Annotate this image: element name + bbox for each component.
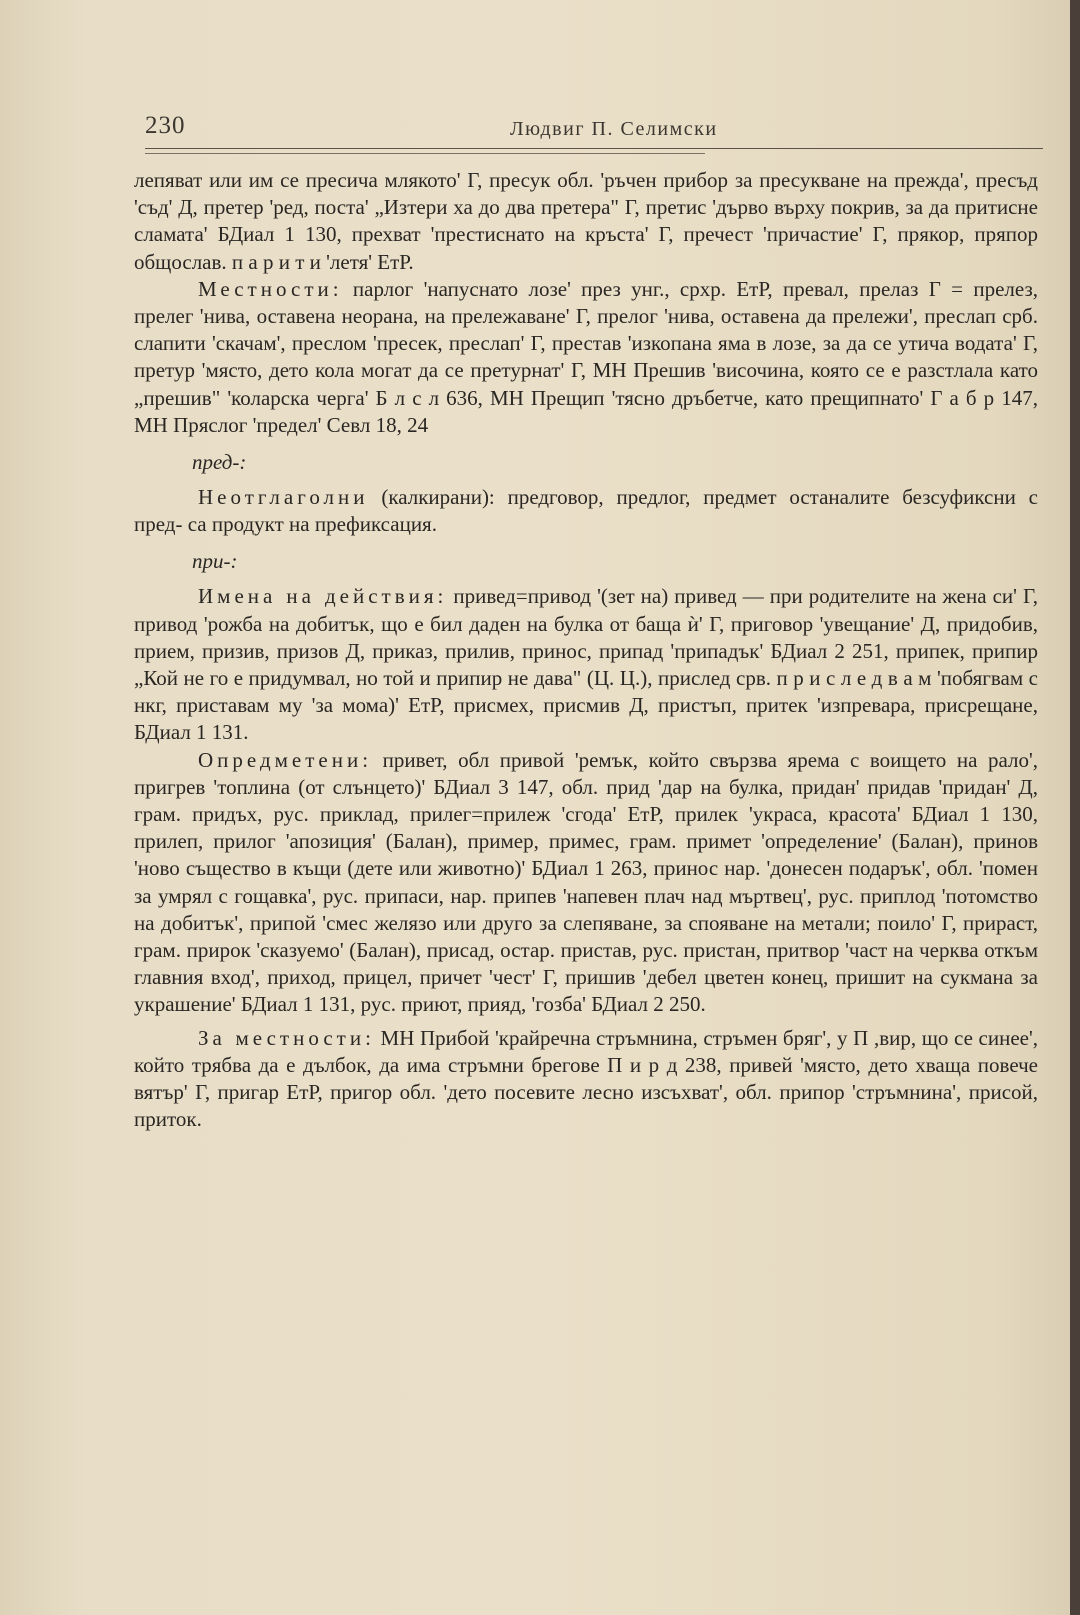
paragraph-objectified (134, 747, 1038, 1019)
prefix-heading-pri: при-: (192, 549, 238, 574)
page-number: 230 (145, 112, 186, 139)
section-lead: Местности: (198, 276, 343, 301)
running-head: Людвиг П. Селимски (510, 118, 718, 140)
paragraph-text: привед=привод '(зет на) привед — при родителите на жена си' Г, привод 'рожба на добитък, що е бил даден на булка от баща ѝ' Г, приговор 'увещание' Д, придобив, прием, призив, призов Д, приказ, прилив, принос, припад 'припадък' БДиал 2 251, припек, припир „Кой не го е придумвал, но той и припир не дава" (Ц. Ц.), прислед срв. п р и с л е д в а м 'побягвам с нкг, приставам му 'за мома)' ЕтР, присмех, присмив Д, пристъп, притек 'изпреварa, присрещане, БДиал 1 131. (134, 584, 1038, 745)
paragraph-localities (134, 1025, 1038, 1134)
paragraph-locality (134, 276, 1038, 439)
paragraph-nondeverbal (134, 484, 1038, 538)
header-rule-secondary (145, 153, 705, 154)
paragraph-text: парлог 'напуснато лозе' през унг., срхр. ЕтР, превал, прелаз Г = прелез, прелег 'нива, оставена неорана, на прележаване' Г, прелог 'нива, оставена да прележи', преслап срб. слапити 'скачам', преслом 'пресек, преслап' Г, престав 'изкопана яма в лозе, за да се утича водата' Г, претур 'място, дето кола могат да се претурнат' Г, МН Прешив 'височина, която се е разстлала като „прешив" 'коларска черга' Б л с л 636, МН Прещип 'тясно дръбетче, като прещипнато' Г а б р 147, МН Пряслог 'предел' Севл 18, 24 (134, 276, 1038, 437)
section-lead: Неотглаголни (198, 485, 369, 510)
paragraph-text: (калкирани): предговор, предлог, предмет останалите безсуфиксни с пред- са продукт на префиксация. (134, 485, 1038, 537)
body-text (134, 167, 1038, 1134)
section-lead: Опредметени: (198, 747, 373, 772)
section-lead: Имена на действия: (198, 584, 448, 609)
section-lead: За местности: (198, 1025, 375, 1050)
prefix-heading-pred: пред-: (192, 450, 247, 475)
paragraph-text: МН Прибой 'крайречна стръмнина, стръмен бряг', у П ,вир, що се синее', който трябва да е дълбок, да има стръмни брегове П и р д 238, привей 'място, дето хваща повече вятър' Г, пригар ЕтР, пригор обл. 'дето посевите лесно изсъхват', обл. припор 'стръмнина', присой, приток. (134, 1025, 1038, 1132)
page-header (145, 112, 1045, 148)
paragraph-text: лепяват или им се пресича млякото' Г, пресук обл. 'ръчен прибор за пресукване на прежда', пресъд 'съд' Д, претер 'ред, поста' „Изтери ха до два претера" Г, претис 'дърво върху покрив, за да притисне сламата' БДиал 1 130, прехват 'престиснато на кръста' Г, пречест 'причастие' Г, прякор, пряпор общослав. п а р и т и 'летя' ЕтР. (134, 168, 1038, 274)
paragraph-continuation (134, 167, 1038, 276)
paragraph-action-nouns (134, 583, 1038, 746)
paragraph-text: привет, обл привой 'ремък, който свързва ярема с воището на рало', пригрев 'топлина (от слънцето)' БДиал 3 147, обл. прид 'дар на булка, придан' придав 'придан' Д, грам. придъх, рус. приклад, прилег=прилеж 'сгода' ЕтР, прилек 'украса, красота' БДиал 1 130, прилеп, прилог 'апозиция' (Балан), пример, примес, грам. примет 'определение' (Балан), принов 'ново същество в къщи (дете или животно)' БДиал 1 263, принос нар. 'донесен подарък', обл. 'помен за умрял с гощавка', рус. припаси, нар. припев 'напевен плач над мъртвец', рус. приплод 'потомство на добитък', припой 'смес желязо или друго за слепяване, за спояване на метали; поило' Г, прираст, грам. прирок 'сказуемо' (Балан), присад, остар. пристав, рус. пристан, притвор 'част на черква откъм главния вход', приход, прицел, причет 'чест' Г, пришив 'дебел цветен конец, пришит на сукмана за украшение' БДиал 1 131, рус. приют, прияд, 'гозба' БДиал 2 250. (134, 747, 1038, 1017)
header-rule (145, 148, 1043, 149)
page-edge-shadow (1070, 0, 1080, 1615)
